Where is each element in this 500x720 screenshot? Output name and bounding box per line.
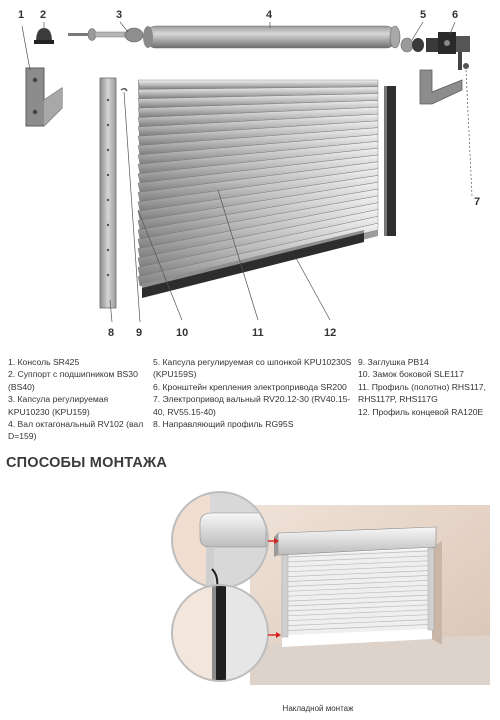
callout-1: 1	[18, 9, 25, 21]
legend-item: 11. Профиль (полотно) RHS117, RHS117P, RHS117G	[358, 381, 486, 405]
callout-2: 2	[40, 9, 47, 21]
legend-column-3	[358, 356, 496, 418]
callout-5: 5	[420, 9, 427, 21]
octagonal-shaft-part	[143, 26, 400, 48]
keyed-capsule-part	[401, 38, 424, 52]
callout-7: 7	[474, 196, 481, 208]
callout-8: 8	[108, 327, 115, 339]
surface-mounting-illustration	[170, 485, 490, 695]
tubular-motor-part	[458, 52, 469, 70]
section-title: СПОСОБЫ МОНТАЖА	[6, 455, 168, 471]
legend-item: 6. Кронштейн крепления электропривода SR200	[153, 381, 347, 392]
legend-item: 9. Заглушка PB14	[358, 357, 429, 367]
console-bracket-part	[26, 68, 62, 126]
legend-item: 3. Капсула регулируемая KPU10230 (KPU159)	[8, 394, 109, 417]
callout-12: 12	[324, 327, 337, 339]
legend-item: 5. Капсула регулируемая со шпонкой KPU10230S (KPU159S)	[153, 357, 352, 380]
legend-item: 8. Направляющий профиль RG95S	[153, 419, 294, 430]
callout-9: 9	[136, 327, 143, 339]
legend-column-1	[8, 356, 148, 443]
callout-3: 3	[116, 9, 123, 21]
bearing-support-part	[34, 28, 54, 44]
parts-legend	[8, 356, 496, 452]
callout-6: 6	[452, 9, 459, 21]
legend-item: 1. Консоль SR425	[8, 357, 80, 367]
exploded-view-diagram	[0, 0, 500, 345]
adjustable-capsule-part	[68, 28, 143, 42]
legend-column-2	[153, 356, 353, 430]
roller-curtain	[288, 549, 428, 635]
legend-item: 7. Электропривод вальный RV20.12-30 (RV40.15-40, RV55.15-40)	[153, 394, 351, 417]
callout-4: 4	[266, 9, 273, 21]
legend-item: 4. Вал октагональный RV102 (вал D=159)	[8, 419, 144, 442]
mounting-caption: Накладной монтаж	[282, 704, 354, 713]
legend-item: 10. Замок боковой SLE117	[358, 369, 464, 380]
callout-11: 11	[252, 327, 264, 339]
motor-bracket-part	[420, 32, 470, 104]
legend-item: 2. Суппорт с подшипником BS30 (BS40)	[8, 369, 138, 392]
callout-10: 10	[176, 327, 189, 339]
end-cap-part	[121, 89, 127, 91]
right-guide-rail	[384, 86, 396, 236]
guide-rail-part	[100, 78, 116, 308]
legend-item: 12. Профиль концевой RA120E	[358, 406, 484, 417]
